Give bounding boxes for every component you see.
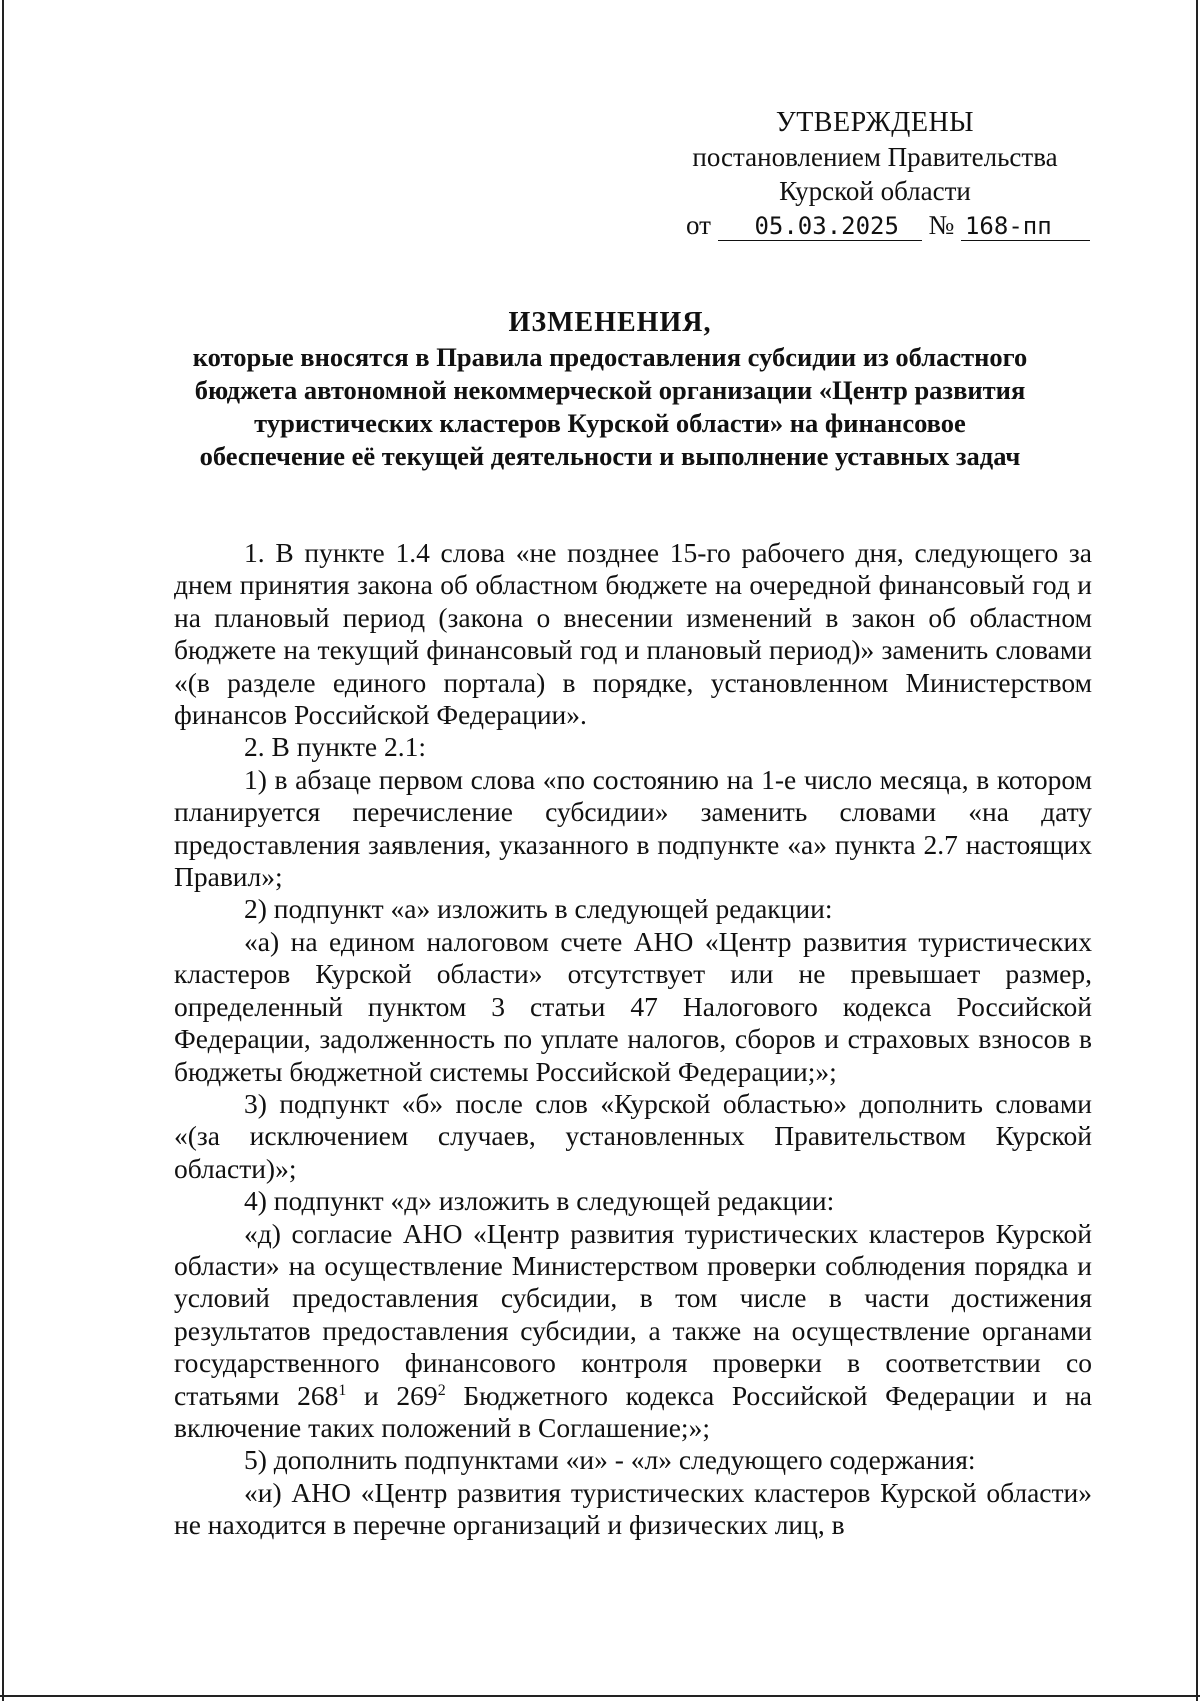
paragraph-3: 1) в абзаце первом слова «по состоянию на 1-е число месяца, в котором планируется перечисление субсидии» заменить словами «на дату предоставления заявления, указанного в подпункте «а» пункта 2.7 настоящих Правил»; bbox=[174, 763, 1092, 893]
approval-date: 05.03.2025 bbox=[718, 212, 922, 241]
document-body bbox=[174, 537, 1092, 1542]
heading-main: ИЗМЕНЕНИЯ, bbox=[508, 307, 712, 338]
paragraph-10: «и) АНО «Центр развития туристических кластеров Курской области» не находится в перечне организаций и физических лиц, в bbox=[174, 1476, 1092, 1541]
heading-line-4: обеспечение её текущей деятельности и выполнение уставных задач bbox=[199, 441, 1021, 471]
heading-line-2: бюджета автономной некоммерческой организации «Центр развития bbox=[194, 375, 1026, 405]
document-heading bbox=[150, 305, 1070, 473]
paragraph-8-part-c: Бюджетного кодекса Российской Федерации и на включение таких положений в Соглашение;»; bbox=[174, 1379, 1093, 1443]
scan-edge-left bbox=[2, 0, 4, 1701]
approval-line-1: постановлением Правительства bbox=[692, 142, 1058, 172]
approval-title: УТВЕРЖДЕНЫ bbox=[775, 107, 975, 138]
scan-edge-bottom bbox=[0, 1695, 1200, 1697]
approval-number: 168-пп bbox=[961, 212, 1090, 241]
paragraph-6: 3) подпункт «б» после слов «Курской областью» дополнить словами «(за исключением случаев, установленных Правительством Курской области)»; bbox=[174, 1087, 1092, 1184]
paragraph-8-part-b: и 269 bbox=[346, 1379, 438, 1411]
heading-line-3: туристических кластеров Курской области» на финансовое bbox=[254, 408, 966, 438]
paragraph-5: «а) на едином налоговом счете АНО «Центр развития туристических кластеров Курской области» отсутствует или не превышает размер, определенный пунктом 3 статьи 47 Налогового кодекса Российской Федерации, задолженность по уплате налогов, сборов и страховых взносов в бюджеты бюджетной системы Российской Федерации;»; bbox=[174, 925, 1092, 1087]
number-label: № bbox=[928, 210, 955, 240]
approval-block bbox=[670, 106, 1080, 242]
approval-line-2: Курской области bbox=[779, 176, 971, 206]
paragraph-9: 5) дополнить подпунктами «и» - «л» следующего содержания: bbox=[244, 1444, 976, 1476]
paragraph-2: 2. В пункте 2.1: bbox=[244, 731, 427, 763]
superscript-1: 1 bbox=[338, 1381, 347, 1399]
superscript-2: 2 bbox=[437, 1381, 446, 1399]
paragraph-4: 2) подпункт «а» изложить в следующей редакции: bbox=[244, 893, 833, 925]
heading-line-1: которые вносятся в Правила предоставления субсидии из областного bbox=[192, 342, 1028, 372]
paragraph-7: 4) подпункт «д» изложить в следующей редакции: bbox=[244, 1185, 835, 1217]
scan-edge-right bbox=[1196, 0, 1198, 1701]
paragraph-1: 1. В пункте 1.4 слова «не позднее 15-го рабочего дня, следующего за днем принятия закона об областном бюджете на очередной финансовый год и на плановый период (закона о внесении изменений в закон об областном бюджете на текущий финансовый год и плановый период)» заменить словами «(в разделе единого портала) в порядке, установленном Министерством финансов Российской Федерации». bbox=[174, 537, 1092, 731]
paragraph-8 bbox=[174, 1218, 1092, 1445]
approval-dateline bbox=[670, 208, 1080, 242]
paragraph-8-part-a: «д) согласие АНО «Центр развития туристических кластеров Курской области» на осуществление Министерством проверки соблюдения порядка и условий предоставления субсидии, в том числе в части достижения результатов предоставления субсидии, а также на осуществление органами государственного финансового контроля проверки в соответствии со статьями 268 bbox=[174, 1217, 1092, 1411]
from-label: от bbox=[686, 210, 711, 240]
